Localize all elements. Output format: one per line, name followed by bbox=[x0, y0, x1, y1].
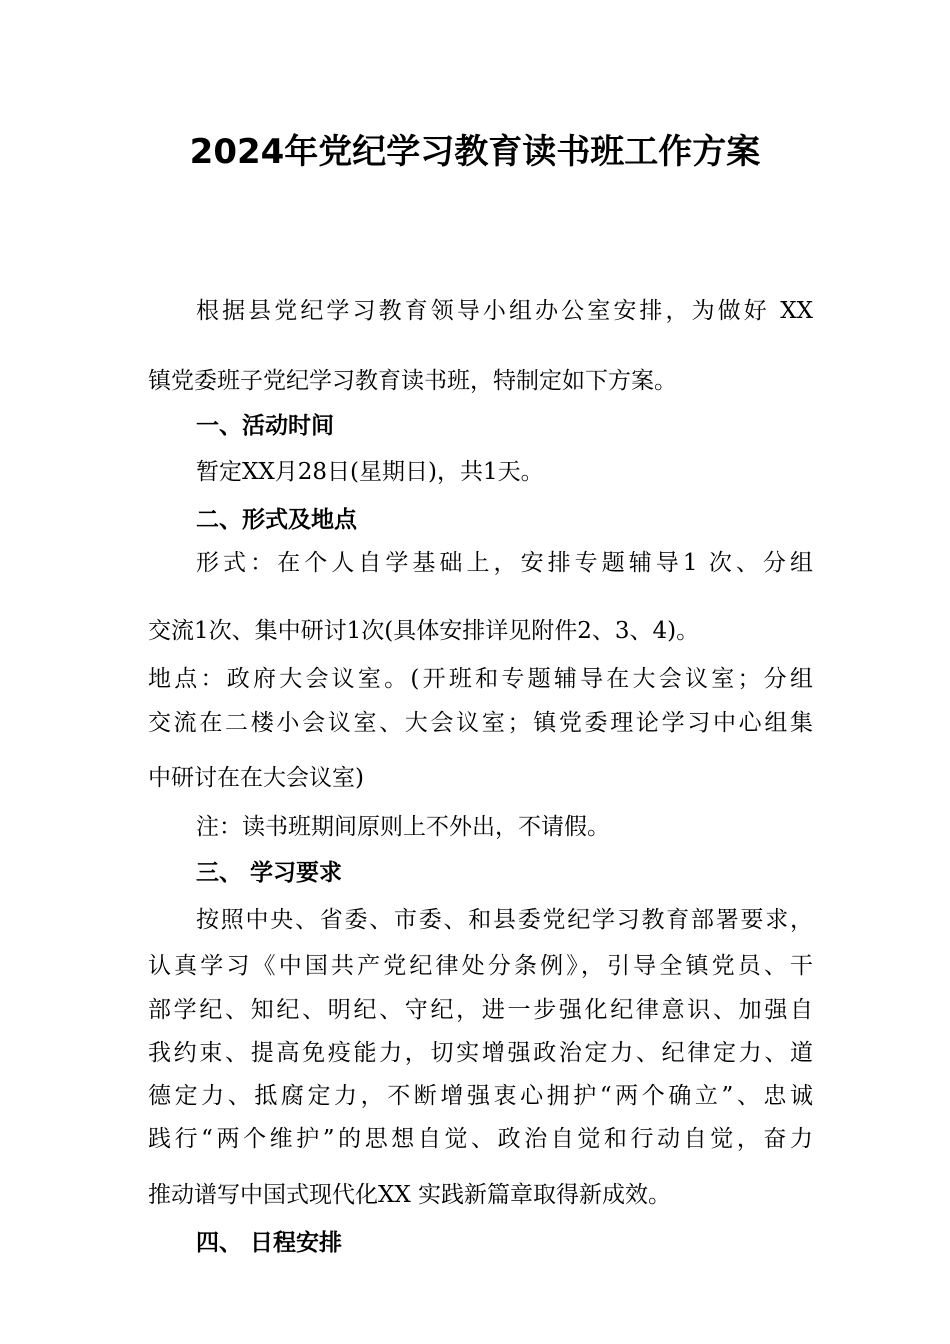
requirements-text-line-5: 德定力、抵腐定力，不断增强衷心拥护“两个确立”、忠诚 bbox=[148, 1083, 813, 1109]
location-text-line-1: 地点：政府大会议室。(开班和专题辅导在大会议室；分组 bbox=[148, 666, 813, 692]
intro-paragraph-line-2: 镇党委班子党纪学习教育读书班，特制定如下方案。 bbox=[148, 368, 677, 394]
section-heading-schedule: 四、 日程安排 bbox=[196, 1230, 343, 1256]
section-heading-activity-time: 一、活动时间 bbox=[196, 413, 334, 439]
form-text-line-1: 形式：在个人自学基础上，安排专题辅导1 次、分组 bbox=[196, 550, 813, 576]
activity-time-text: 暂定XX月28日(星期日)，共1天。 bbox=[196, 459, 544, 485]
location-text-line-2: 交流在二楼小会议室、大会议室；镇党委理论学习中心组集 bbox=[148, 710, 813, 736]
requirements-text-line-7: 推动谱写中国式现代化XX 实践新篇章取得新成效。 bbox=[148, 1182, 672, 1208]
location-text-line-3: 中研讨在在大会议室) bbox=[148, 765, 364, 791]
section-heading-form-location: 二、形式及地点 bbox=[196, 507, 357, 533]
section-heading-study-requirements: 三、 学习要求 bbox=[196, 860, 343, 886]
requirements-text-line-6: 践行“两个维护”的思想自觉、政治自觉和行动自觉，奋力 bbox=[148, 1126, 813, 1152]
document-title: 2024年党纪学习教育读书班工作方案 bbox=[189, 132, 761, 172]
form-text-line-2: 交流1次、集中研讨1次(具体安排详见附件2、3、4)。 bbox=[148, 618, 700, 644]
intro-paragraph-line-1: 根据县党纪学习教育领导小组办公室安排，为做好 XX bbox=[196, 298, 813, 324]
requirements-text-line-3: 部学纪、知纪、明纪、守纪，进一步强化纪律意识、加强自 bbox=[148, 997, 813, 1023]
requirements-text-line-2: 认真学习《中国共产党纪律处分条例》，引导全镇党员、干 bbox=[148, 953, 813, 979]
note-text: 注：读书班期间原则上不外出，不请假。 bbox=[196, 814, 610, 840]
requirements-text-line-1: 按照中央、省委、市委、和县委党纪学习教育部署要求， bbox=[196, 907, 813, 933]
requirements-text-line-4: 我约束、提高免疫能力，切实增强政治定力、纪律定力、道 bbox=[148, 1040, 813, 1066]
